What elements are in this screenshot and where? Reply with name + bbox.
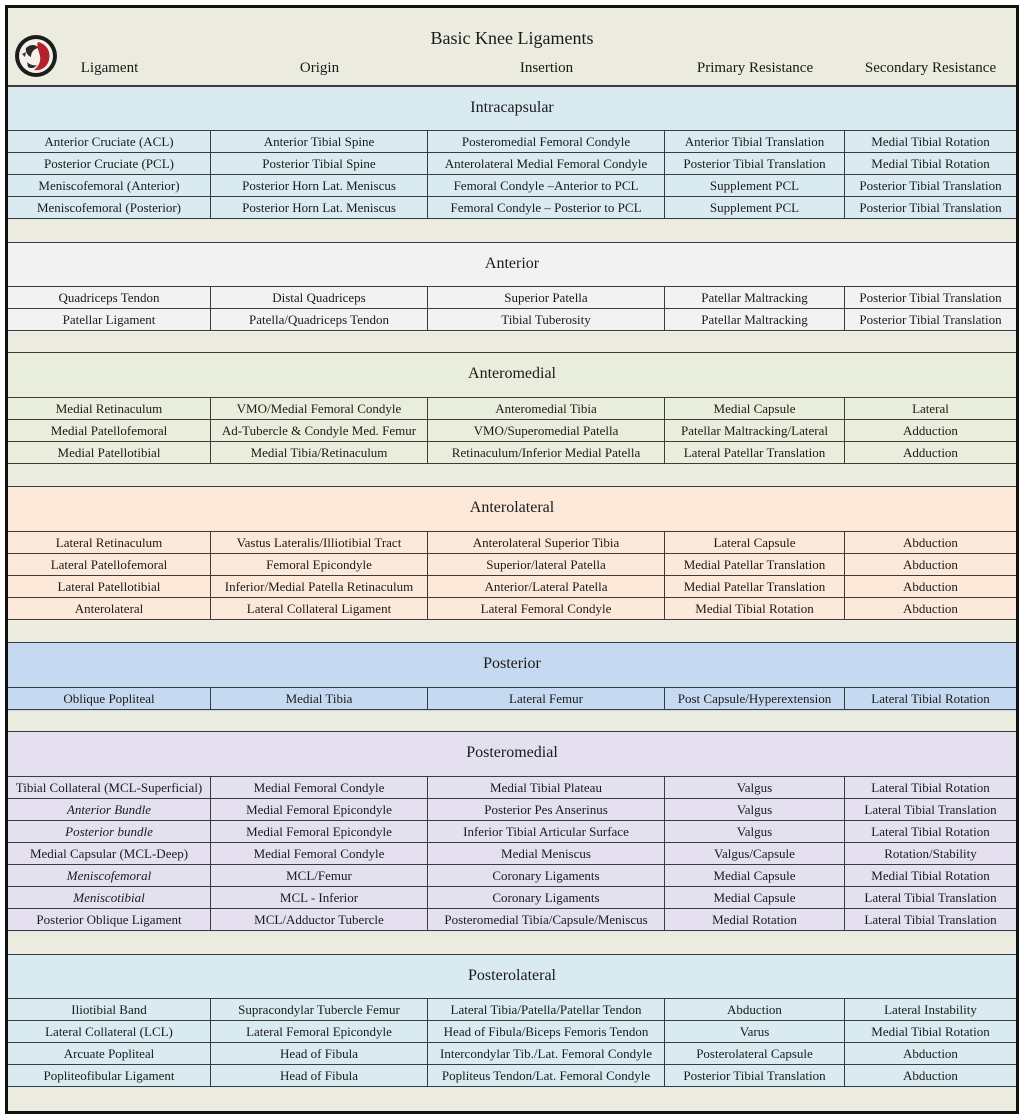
insertion-cell: Head of Fibula/Biceps Femoris Tendon [428,1021,665,1042]
page-title: Basic Knee Ligaments [430,28,594,48]
primary-resistance-cell: Medial Capsule [665,398,845,419]
primary-resistance-cell: Medial Capsule [665,887,845,908]
table-row [8,798,1016,820]
column-header-primary-resistance: Primary Resistance [696,60,814,76]
section-title: Anterior [484,255,540,272]
secondary-resistance-cell: Abduction [903,1068,958,1083]
insertion-cell: Posterior Pes Anserinus [428,799,665,820]
table-row [8,286,1016,308]
table-row [8,397,1016,419]
insertion-cell: Posteromedial Femoral Condyle [428,131,665,152]
origin-cell: Medial Femoral Epicondyle [211,821,428,842]
ligament-cell: Quadriceps Tendon [8,287,211,308]
origin-cell: Medial Femoral Condyle [211,843,428,864]
insertion-cell: Anteromedial Tibia [428,398,665,419]
ligament-cell: Iliotibial Band [8,999,211,1020]
table-row [8,419,1016,441]
insertion-cell: Anterolateral Medial Femoral Condyle [428,153,665,174]
section-title: Posterior [483,655,541,672]
origin-cell: MCL - Inferior [211,887,428,908]
insertion-cell: Anterior/Lateral Patella [428,576,665,597]
primary-resistance-cell: Posterior Tibial Translation [665,153,845,174]
table-row [8,174,1016,196]
origin-cell: Anterior Tibial Spine [211,131,428,152]
origin-cell: Posterior Tibial Spine [211,153,428,174]
section-title: Anterolateral [469,499,555,516]
table-row [8,998,1016,1020]
primary-resistance-cell: Supplement PCL [665,197,845,218]
ligament-cell: Meniscofemoral (Posterior) [8,197,211,218]
ligament-cell: Medial Retinaculum [8,398,211,419]
secondary-resistance-cell: Medial Tibial Rotation [871,868,990,883]
origin-cell: Vastus Lateralis/Illiotibial Tract [211,532,428,553]
table-row [8,553,1016,575]
primary-resistance-cell: Supplement PCL [665,175,845,196]
primary-resistance-cell: Patellar Maltracking [665,309,845,330]
ligament-cell: Oblique Popliteal [8,688,211,709]
origin-cell: Medial Tibia/Retinaculum [211,442,428,463]
primary-resistance-cell: Valgus/Capsule [665,843,845,864]
section-title: Posterolateral [468,967,556,984]
secondary-resistance-cell: Lateral Instability [884,1002,977,1017]
origin-cell: Patella/Quadriceps Tendon [211,309,428,330]
insertion-cell: Medial Tibial Plateau [428,777,665,798]
insertion-cell: Anterolateral Superior Tibia [428,532,665,553]
ligament-cell: Posterior Cruciate (PCL) [8,153,211,174]
table-row [8,196,1016,219]
origin-cell: Distal Quadriceps [211,287,428,308]
ligament-cell: Meniscofemoral [8,865,211,886]
insertion-cell: Lateral Femoral Condyle [428,598,665,619]
ligament-cell: Meniscofemoral (Anterior) [8,175,211,196]
origin-cell: Femoral Epicondyle [211,554,428,575]
table-row [8,1064,1016,1087]
secondary-resistance-cell: Abduction [903,535,958,550]
insertion-cell: Lateral Tibia/Patella/Patellar Tendon [428,999,665,1020]
secondary-resistance-cell: Medial Tibial Rotation [871,134,990,149]
section-title: Anteromedial [468,365,556,382]
primary-resistance-cell: Varus [665,1021,845,1042]
primary-resistance-cell: Valgus [665,777,845,798]
table-row [8,1020,1016,1042]
insertion-cell: Posteromedial Tibia/Capsule/Meniscus [428,909,665,930]
origin-cell: Head of Fibula [211,1065,428,1086]
table-row [8,308,1016,331]
origin-cell: MCL/Adductor Tubercle [211,909,428,930]
primary-resistance-cell: Abduction [665,999,845,1020]
secondary-resistance-cell: Adduction [903,423,958,438]
insertion-cell: VMO/Superomedial Patella [428,420,665,441]
ligament-cell: Anterior Cruciate (ACL) [8,131,211,152]
primary-resistance-cell: Posterolateral Capsule [665,1043,845,1064]
origin-cell: Ad-Tubercle & Condyle Med. Femur [211,420,428,441]
origin-cell: Lateral Collateral Ligament [211,598,428,619]
insertion-cell: Coronary Ligaments [428,887,665,908]
ligament-cell: Medial Patellofemoral [8,420,211,441]
ligament-table [5,5,1019,1114]
secondary-resistance-cell: Abduction [903,557,958,572]
insertion-cell: Femoral Condyle – Posterior to PCL [428,197,665,218]
origin-cell: Head of Fibula [211,1043,428,1064]
secondary-resistance-cell: Lateral Tibial Rotation [871,824,990,839]
secondary-resistance-cell: Lateral Tibial Translation [864,890,997,905]
secondary-resistance-cell: Lateral [912,401,949,416]
secondary-resistance-cell: Posterior Tibial Translation [859,200,1002,215]
primary-resistance-cell: Posterior Tibial Translation [665,1065,845,1086]
secondary-resistance-cell: Medial Tibial Rotation [871,1024,990,1039]
table-row [8,575,1016,597]
insertion-cell: Retinaculum/Inferior Medial Patella [428,442,665,463]
table-row [8,687,1016,710]
ligament-cell: Patellar Ligament [8,309,211,330]
secondary-resistance-cell: Lateral Tibial Translation [864,912,997,927]
secondary-resistance-cell: Rotation/Stability [884,846,977,861]
primary-resistance-cell: Medial Rotation [665,909,845,930]
ligament-cell: Anterolateral [8,598,211,619]
secondary-resistance-cell: Abduction [903,1046,958,1061]
ligament-cell: Medial Capsular (MCL-Deep) [8,843,211,864]
secondary-resistance-cell: Adduction [903,445,958,460]
table-row [8,820,1016,842]
origin-cell: Posterior Horn Lat. Meniscus [211,175,428,196]
origin-cell: Lateral Femoral Epicondyle [211,1021,428,1042]
origin-cell: Medial Tibia [211,688,428,709]
insertion-cell: Lateral Femur [428,688,665,709]
table-row [8,1042,1016,1064]
table-row [8,441,1016,464]
column-header-insertion: Insertion [519,60,574,76]
primary-resistance-cell: Valgus [665,799,845,820]
ligament-cell: Lateral Patellotibial [8,576,211,597]
ligament-cell: Posterior bundle [8,821,211,842]
insertion-cell: Coronary Ligaments [428,865,665,886]
secondary-resistance-cell: Posterior Tibial Translation [859,290,1002,305]
table-row [8,152,1016,174]
secondary-resistance-cell: Lateral Tibial Rotation [871,780,990,795]
ligament-cell: Medial Patellotibial [8,442,211,463]
insertion-cell: Inferior Tibial Articular Surface [428,821,665,842]
secondary-resistance-cell: Lateral Tibial Translation [864,802,997,817]
origin-cell: Medial Femoral Epicondyle [211,799,428,820]
table-row [8,908,1016,931]
table-row [8,842,1016,864]
ligament-cell: Meniscotibial [8,887,211,908]
insertion-cell: Tibial Tuberosity [428,309,665,330]
primary-resistance-cell: Anterior Tibial Translation [665,131,845,152]
table-row [8,886,1016,908]
ligament-cell: Arcuate Popliteal [8,1043,211,1064]
column-header-secondary-resistance: Secondary Resistance [864,60,997,76]
ligament-cell: Posterior Oblique Ligament [8,909,211,930]
column-header-origin: Origin [299,60,340,76]
origin-cell: Medial Femoral Condyle [211,777,428,798]
table-row [8,130,1016,152]
insertion-cell: Popliteus Tendon/Lat. Femoral Condyle [428,1065,665,1086]
primary-resistance-cell: Medial Patellar Translation [665,576,845,597]
table-header [8,8,1016,86]
secondary-resistance-cell: Abduction [903,601,958,616]
primary-resistance-cell: Lateral Patellar Translation [665,442,845,463]
column-header-ligament: Ligament [80,60,139,76]
ligament-cell: Tibial Collateral (MCL-Superficial) [8,777,211,798]
table-row [8,531,1016,553]
primary-resistance-cell: Medial Tibial Rotation [665,598,845,619]
table-row [8,864,1016,886]
primary-resistance-cell: Valgus [665,821,845,842]
primary-resistance-cell: Patellar Maltracking/Lateral [665,420,845,441]
ligament-cell: Lateral Retinaculum [8,532,211,553]
secondary-resistance-cell: Abduction [903,579,958,594]
origin-cell: MCL/Femur [211,865,428,886]
secondary-resistance-cell: Lateral Tibial Rotation [871,691,990,706]
table-row [8,597,1016,620]
ligament-cell: Popliteofibular Ligament [8,1065,211,1086]
origin-cell: Supracondylar Tubercle Femur [211,999,428,1020]
primary-resistance-cell: Post Capsule/Hyperextension [665,688,845,709]
origin-cell: Inferior/Medial Patella Retinaculum [211,576,428,597]
ligament-cell: Lateral Patellofemoral [8,554,211,575]
primary-resistance-cell: Patellar Maltracking [665,287,845,308]
primary-resistance-cell: Medial Capsule [665,865,845,886]
primary-resistance-cell: Medial Patellar Translation [665,554,845,575]
origin-cell: Posterior Horn Lat. Meniscus [211,197,428,218]
secondary-resistance-cell: Posterior Tibial Translation [859,312,1002,327]
secondary-resistance-cell: Posterior Tibial Translation [859,178,1002,193]
secondary-resistance-cell: Medial Tibial Rotation [871,156,990,171]
primary-resistance-cell: Lateral Capsule [665,532,845,553]
insertion-cell: Intercondylar Tib./Lat. Femoral Condyle [428,1043,665,1064]
table-row [8,776,1016,798]
insertion-cell: Medial Meniscus [428,843,665,864]
insertion-cell: Superior Patella [428,287,665,308]
ligament-cell: Lateral Collateral (LCL) [8,1021,211,1042]
ligament-cell: Anterior Bundle [8,799,211,820]
origin-cell: VMO/Medial Femoral Condyle [211,398,428,419]
section-title: Intracapsular [470,99,554,116]
section-title: Posteromedial [466,744,558,761]
insertion-cell: Superior/lateral Patella [428,554,665,575]
insertion-cell: Femoral Condyle –Anterior to PCL [428,175,665,196]
